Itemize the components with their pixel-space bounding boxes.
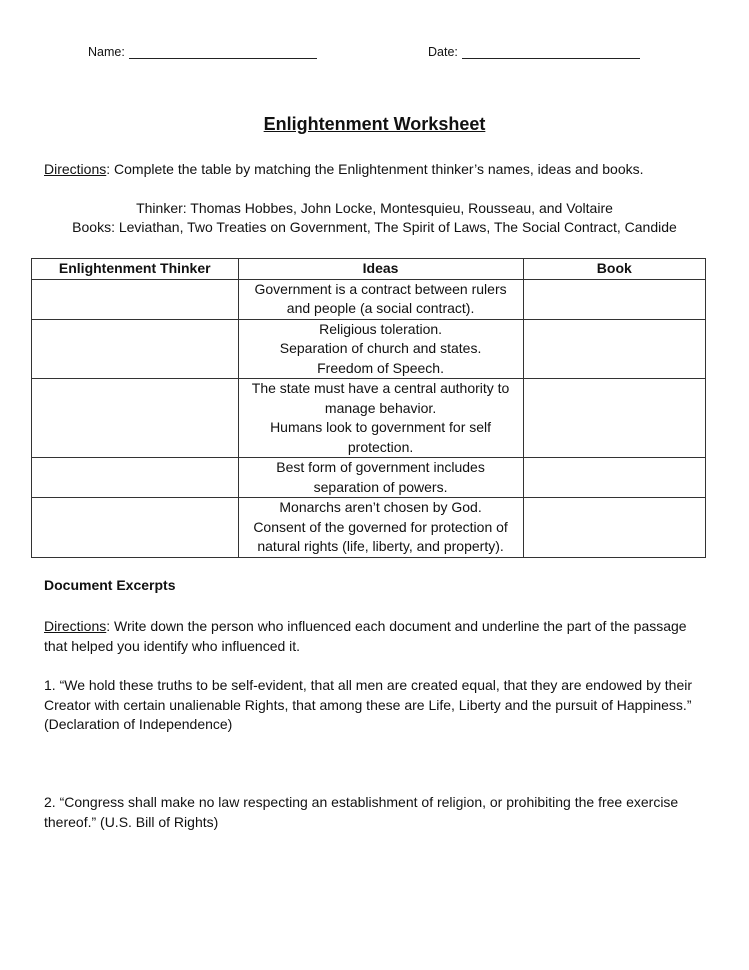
thinker-cell[interactable] xyxy=(32,319,239,379)
thinker-list: Thinker: Thomas Hobbes, John Locke, Montesquieu, Rousseau, and Voltaire xyxy=(136,200,613,216)
thinker-cell[interactable] xyxy=(32,379,239,458)
idea-line: Government is a contract between rulers xyxy=(254,280,507,297)
directions-text: : Complete the table by matching the Enlightenment thinker’s names, ideas and books. xyxy=(106,161,644,177)
table-row xyxy=(32,379,706,458)
header-thinker: Enlightenment Thinker xyxy=(32,259,239,280)
table-row xyxy=(32,498,706,558)
book-list: Books: Leviathan, Two Treaties on Government, The Spirit of Laws, The Social Contract, Candide xyxy=(72,219,677,235)
excerpts-heading: Document Excerpts xyxy=(44,577,176,593)
name-label: Name: xyxy=(88,45,125,59)
excerpt-item-1: 1. “We hold these truths to be self-evident, that all men are created equal, that they are endowed by their Creator with certain unalienable Rights, that among these are Life, Liberty and the pursuit of Happiness.” (Declaration of Independence) xyxy=(44,677,693,732)
name-field[interactable] xyxy=(88,44,317,59)
date-label: Date: xyxy=(428,45,458,59)
word-bank xyxy=(0,199,749,237)
thinker-cell[interactable] xyxy=(32,458,239,498)
book-cell[interactable] xyxy=(523,458,705,498)
book-cell[interactable] xyxy=(523,319,705,379)
directions-text: : Write down the person who influenced each document and underline the part of the passage that helped you identify who influenced it. xyxy=(44,618,687,654)
ideas-cell xyxy=(238,279,523,319)
book-cell[interactable] xyxy=(523,498,705,558)
ideas-cell xyxy=(238,379,523,458)
idea-line: manage behavior. xyxy=(324,399,437,416)
idea-line: protection. xyxy=(347,438,414,455)
book-cell[interactable] xyxy=(523,279,705,319)
thinker-cell[interactable] xyxy=(32,498,239,558)
idea-line: Freedom of Speech. xyxy=(317,359,444,376)
date-field[interactable] xyxy=(428,44,640,59)
page-title: Enlightenment Worksheet xyxy=(263,114,486,134)
date-blank-line[interactable] xyxy=(462,44,640,59)
table-row xyxy=(32,458,706,498)
excerpt-directions xyxy=(44,616,706,656)
header-book: Book xyxy=(523,259,705,280)
idea-line: Separation of church and states. xyxy=(279,340,482,356)
idea-line: natural rights (life, liberty, and property). xyxy=(257,538,504,554)
thinker-cell[interactable] xyxy=(32,279,239,319)
directions-label: Directions xyxy=(44,618,107,634)
idea-line: The state must have a central authority to xyxy=(251,380,510,396)
excerpt-item-2: 2. “Congress shall make no law respecting an establishment of religion, or prohibiting the free exercise thereof.” (U.S. Bill of Rights) xyxy=(44,794,679,830)
idea-line: Consent of the governed for protection of xyxy=(253,518,508,535)
idea-line: and people (a social contract). xyxy=(286,300,475,316)
book-cell[interactable] xyxy=(523,379,705,458)
directions-label: Directions xyxy=(44,161,107,177)
idea-line: Best form of government includes xyxy=(276,459,485,475)
table-directions xyxy=(44,159,706,179)
ideas-cell xyxy=(238,498,523,558)
thinker-table xyxy=(31,258,706,558)
header-fields xyxy=(0,44,749,64)
name-blank-line[interactable] xyxy=(129,44,317,59)
table-header-row xyxy=(32,259,706,280)
table-row xyxy=(32,319,706,379)
idea-line: Humans look to government for self xyxy=(270,419,492,435)
table-row xyxy=(32,279,706,319)
ideas-cell xyxy=(238,458,523,498)
header-ideas: Ideas xyxy=(238,259,523,280)
idea-line: Monarchs aren’t chosen by God. xyxy=(279,499,482,515)
ideas-cell xyxy=(238,319,523,379)
idea-line: Religious toleration. xyxy=(319,320,443,337)
idea-line: separation of powers. xyxy=(313,478,448,495)
